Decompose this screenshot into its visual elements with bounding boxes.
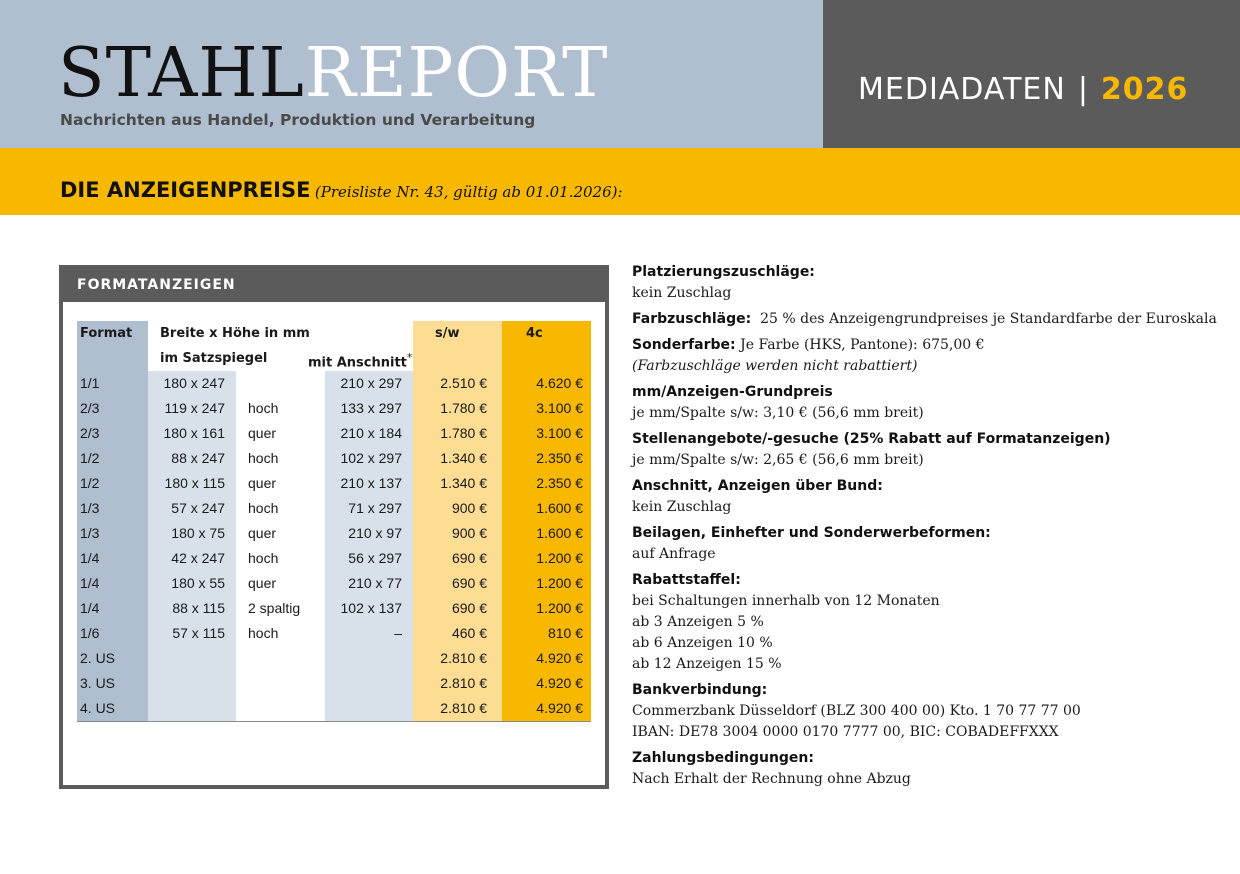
price-table: [77, 321, 591, 722]
rabatt-line: ab 12 Anzeigen 15 %: [632, 656, 782, 672]
price-table-header: [77, 321, 591, 371]
info-grundpreis: [632, 382, 1222, 424]
cell-satzspiegel: 57 x 247: [148, 496, 236, 521]
cell-price-4c: 2.350 €: [502, 471, 591, 496]
table-row: [77, 696, 591, 722]
cell-format: 1/3: [77, 521, 148, 546]
table-row: [77, 371, 591, 396]
rabatt-line: ab 6 Anzeigen 10 %: [632, 635, 773, 651]
cell-anschnitt: 210 x 97: [325, 521, 413, 546]
cell-price-sw: 690 €: [413, 596, 502, 621]
cell-price-4c: 4.620 €: [502, 371, 591, 396]
cell-price-sw: 900 €: [413, 521, 502, 546]
cell-orientation: [236, 646, 325, 671]
cell-price-sw: 2.510 €: [413, 371, 502, 396]
section-title: [60, 176, 623, 207]
cell-price-4c: 1.600 €: [502, 496, 591, 521]
section-title-subtitle: (Preisliste Nr. 43, gültig ab 01.01.2026):: [314, 183, 623, 201]
info-rabatt: [632, 570, 1222, 675]
info-stellen: [632, 429, 1222, 471]
cell-orientation: quer: [236, 521, 325, 546]
header-anschnitt-wrap: [308, 351, 412, 370]
media-label: MEDIADATEN: [858, 72, 1066, 107]
cell-orientation: hoch: [236, 621, 325, 646]
cell-orientation: hoch: [236, 546, 325, 571]
platzierung-text: kein Zuschlag: [632, 285, 732, 301]
cell-satzspiegel: 42 x 247: [148, 546, 236, 571]
cell-orientation: quer: [236, 421, 325, 446]
info-anschnitt: [632, 476, 1222, 518]
rabatt-heading: Rabattstaffel:: [632, 572, 741, 588]
cell-satzspiegel: 88 x 115: [148, 596, 236, 621]
cell-orientation: quer: [236, 571, 325, 596]
cell-price-sw: 1.780 €: [413, 421, 502, 446]
cell-price-4c: 2.350 €: [502, 446, 591, 471]
rabatt-line: bei Schaltungen innerhalb von 12 Monaten: [632, 593, 940, 609]
cell-anschnitt: 102 x 137: [325, 596, 413, 621]
cell-format: 1/2: [77, 471, 148, 496]
cell-price-sw: 460 €: [413, 621, 502, 646]
cell-orientation: [236, 696, 325, 721]
panel-header: [63, 269, 605, 302]
cell-format: 1/1: [77, 371, 148, 396]
stellen-text: je mm/Spalte s/w: 2,65 € (56,6 mm breit): [632, 452, 924, 468]
cell-price-4c: 4.920 €: [502, 696, 591, 721]
sonderfarbe-heading: Sonderfarbe:: [632, 337, 736, 353]
info-platzierung: [632, 262, 1222, 304]
cell-anschnitt: 71 x 297: [325, 496, 413, 521]
cell-price-sw: 690 €: [413, 546, 502, 571]
cell-price-sw: 2.810 €: [413, 696, 502, 721]
cell-orientation: [236, 371, 325, 396]
farbzuschlaege-text: 25 % des Anzeigengrundpreises je Standardfarbe der Euroskala: [760, 311, 1217, 327]
cell-format: 3. US: [77, 671, 148, 696]
table-row: [77, 471, 591, 496]
brand-part-report: REPORT: [304, 34, 609, 113]
header-size: Breite x Höhe in mm: [160, 326, 310, 341]
cell-anschnitt: 56 x 297: [325, 546, 413, 571]
bank-line: Commerzbank Düsseldorf (BLZ 300 400 00) Kto. 1 70 77 77 00: [632, 703, 1081, 719]
table-row: [77, 596, 591, 621]
cell-price-4c: 4.920 €: [502, 646, 591, 671]
cell-price-sw: 1.340 €: [413, 446, 502, 471]
info-farbzuschlaege: [632, 309, 1222, 330]
cell-price-sw: 2.810 €: [413, 671, 502, 696]
cell-price-4c: 3.100 €: [502, 421, 591, 446]
cell-format: 1/6: [77, 621, 148, 646]
cell-satzspiegel: 180 x 55: [148, 571, 236, 596]
cell-price-sw: 690 €: [413, 571, 502, 596]
media-separator: |: [1077, 72, 1089, 107]
info-zahlung: [632, 748, 1222, 790]
table-row: [77, 496, 591, 521]
header-4c: 4c: [502, 321, 591, 371]
brand-part-stahl: STAHL: [58, 34, 305, 113]
brand-tagline: Nachrichten aus Handel, Produktion und Verarbeitung: [60, 111, 536, 129]
media-year: 2026: [1100, 72, 1189, 107]
cell-format: 1/4: [77, 571, 148, 596]
header-satzspiegel: im Satzspiegel: [160, 351, 268, 366]
platzierung-heading: Platzierungszuschläge:: [632, 264, 815, 280]
cell-orientation: [236, 671, 325, 696]
header-size-group: [148, 321, 413, 371]
grundpreis-heading: mm/Anzeigen-Grundpreis: [632, 384, 833, 400]
table-row: [77, 446, 591, 471]
cell-price-sw: 1.340 €: [413, 471, 502, 496]
cell-anschnitt: 210 x 77: [325, 571, 413, 596]
cell-satzspiegel: 180 x 161: [148, 421, 236, 446]
cell-satzspiegel: 180 x 247: [148, 371, 236, 396]
beilagen-text: auf Anfrage: [632, 546, 716, 562]
cell-format: 4. US: [77, 696, 148, 721]
cell-price-4c: 1.600 €: [502, 521, 591, 546]
cell-price-4c: 4.920 €: [502, 671, 591, 696]
cell-anschnitt: [325, 646, 413, 671]
cell-anschnitt: 210 x 297: [325, 371, 413, 396]
table-row: [77, 571, 591, 596]
cell-satzspiegel: 119 x 247: [148, 396, 236, 421]
beilagen-heading: Beilagen, Einhefter und Sonderwerbeformen:: [632, 525, 991, 541]
cell-anschnitt: [325, 671, 413, 696]
cell-price-sw: 900 €: [413, 496, 502, 521]
sonderfarbe-note: (Farbzuschläge werden nicht rabattiert): [632, 358, 918, 374]
cell-satzspiegel: 180 x 115: [148, 471, 236, 496]
stellen-heading: Stellenangebote/-gesuche (25% Rabatt auf Formatanzeigen): [632, 431, 1111, 447]
cell-format: 2. US: [77, 646, 148, 671]
media-heading: [858, 70, 1188, 110]
cell-satzspiegel: 57 x 115: [148, 621, 236, 646]
anschnitt-heading: Anschnitt, Anzeigen über Bund:: [632, 478, 883, 494]
info-column: [632, 262, 1222, 795]
cell-format: 1/3: [77, 496, 148, 521]
brand-logo: [58, 34, 609, 113]
grundpreis-text: je mm/Spalte s/w: 3,10 € (56,6 mm breit): [632, 405, 924, 421]
cell-price-sw: 2.810 €: [413, 646, 502, 671]
cell-satzspiegel: [148, 646, 236, 671]
cell-format: 1/4: [77, 546, 148, 571]
cell-price-sw: 1.780 €: [413, 396, 502, 421]
zahlung-text: Nach Erhalt der Rechnung ohne Abzug: [632, 771, 911, 787]
bank-heading: Bankverbindung:: [632, 682, 768, 698]
cell-satzspiegel: 180 x 75: [148, 521, 236, 546]
cell-format: 2/3: [77, 421, 148, 446]
table-row: [77, 521, 591, 546]
cell-orientation: hoch: [236, 446, 325, 471]
header-format: Format: [77, 321, 148, 371]
table-row: [77, 646, 591, 671]
cell-anschnitt: 102 x 297: [325, 446, 413, 471]
cell-orientation: 2 spaltig: [236, 596, 325, 621]
cell-price-4c: 1.200 €: [502, 571, 591, 596]
cell-orientation: hoch: [236, 396, 325, 421]
cell-format: 2/3: [77, 396, 148, 421]
header-anschnitt-mark: *: [406, 351, 413, 364]
cell-format: 1/2: [77, 446, 148, 471]
cell-anschnitt: 210 x 184: [325, 421, 413, 446]
cell-satzspiegel: 88 x 247: [148, 446, 236, 471]
bank-line: IBAN: DE78 3004 0000 0170 7777 00, BIC: COBADEFFXXX: [632, 724, 1059, 740]
table-row: [77, 421, 591, 446]
panel-title: FORMATANZEIGEN: [77, 277, 236, 293]
table-row: [77, 546, 591, 571]
rabatt-line: ab 3 Anzeigen 5 %: [632, 614, 764, 630]
cell-price-4c: 3.100 €: [502, 396, 591, 421]
info-beilagen: [632, 523, 1222, 565]
table-row: [77, 621, 591, 646]
cell-price-4c: 1.200 €: [502, 546, 591, 571]
cell-orientation: quer: [236, 471, 325, 496]
sonderfarbe-text: Je Farbe (HKS, Pantone): 675,00 €: [740, 337, 985, 353]
cell-anschnitt: [325, 696, 413, 721]
cell-orientation: hoch: [236, 496, 325, 521]
cell-anschnitt: 133 x 297: [325, 396, 413, 421]
farbzuschlaege-heading: Farbzuschläge:: [632, 311, 752, 327]
price-table-body: [77, 371, 591, 722]
anschnitt-text: kein Zuschlag: [632, 499, 732, 515]
cell-anschnitt: –: [325, 621, 413, 646]
header-sw: s/w: [413, 321, 502, 371]
table-row: [77, 671, 591, 696]
info-bank: [632, 680, 1222, 743]
table-row: [77, 396, 591, 421]
cell-satzspiegel: [148, 696, 236, 721]
cell-anschnitt: 210 x 137: [325, 471, 413, 496]
cell-price-4c: 1.200 €: [502, 596, 591, 621]
cell-price-4c: 810 €: [502, 621, 591, 646]
zahlung-heading: Zahlungsbedingungen:: [632, 750, 814, 766]
cell-format: 1/4: [77, 596, 148, 621]
header-anschnitt: mit Anschnitt: [308, 355, 407, 371]
cell-satzspiegel: [148, 671, 236, 696]
section-title-main: DIE ANZEIGENPREISE: [60, 178, 311, 202]
info-sonderfarbe: [632, 335, 1222, 377]
